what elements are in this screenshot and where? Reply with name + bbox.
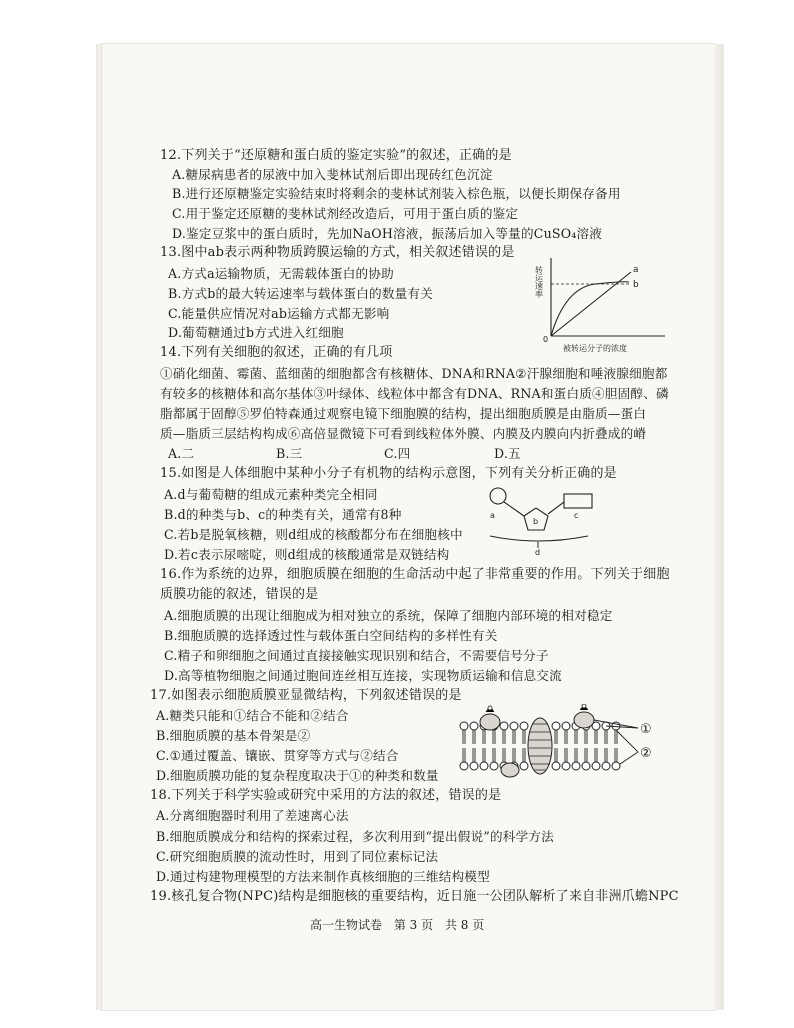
q12-stem: 12.下列关于“还原糖和蛋白质的鉴定实验”的叙述，正确的是 — [160, 148, 512, 163]
q16-option-c: C.精子和卵细胞之间通过直接接触实现识别和结合，不需要信号分子 — [164, 648, 549, 663]
q15-label-d: d — [535, 548, 541, 556]
q13-y-axis-label: 转运速率 — [534, 266, 544, 298]
q14-option-b: B.三 — [276, 446, 303, 461]
q18-option-a: A.分离细胞器时利用了差速离心法 — [156, 808, 349, 823]
q17-option-d: D.细胞质膜功能的复杂程度取决于①的种类和数量 — [156, 768, 439, 783]
q13-option-b: B.方式b的最大转运速率与载体蛋白的数量有关 — [168, 286, 434, 301]
q16-stem-line-2: 质膜功能的叙述，错误的是 — [160, 587, 319, 602]
q15-option-b: B.d的种类与b、c的种类有关，通常有8种 — [164, 507, 402, 522]
footer-subject: 高一生物试卷 — [310, 918, 383, 932]
footer-total-pages: 共 8 页 — [444, 918, 485, 932]
q17-option-a: A.糖类只能和①结合不能和②结合 — [156, 708, 349, 723]
q12-option-c: C.用于鉴定还原糖的斐林试剂经改造后，可用于蛋白质的鉴定 — [172, 206, 519, 221]
q15-option-c: C.若b是脱氧核糖，则d组成的核酸都分布在细胞核中 — [164, 527, 463, 542]
q13-curve-b-label: b — [633, 280, 639, 290]
q15-label-b: b — [533, 517, 539, 526]
q15-label-a: a — [490, 511, 495, 520]
q13-stem: 13.图中ab表示两种物质跨膜运输的方式，相关叙述错误的是 — [160, 245, 515, 260]
q13-option-c: C.能量供应情况对ab运输方式都无影响 — [168, 306, 390, 321]
q14-option-c: C.四 — [384, 446, 411, 461]
q15-nucleotide-diagram — [484, 484, 618, 556]
q14-option-d: D.五 — [494, 446, 521, 461]
q14-body-line-3: 脂都属于固醇⑤罗伯特森通过观察电镜下细胞膜的结构，提出细胞质膜是由脂质—蛋白 — [160, 406, 647, 421]
q14-body-line-2: 有较多的核糖体和高尔基体③叶绿体、线粒体中都含有DNA、RNA和蛋白质④胆固醇、磷 — [160, 386, 669, 401]
footer-page-number: 第 3 页 — [393, 918, 434, 932]
q17-option-c: C.①通过覆盖、镶嵌、贯穿等方式与②结合 — [156, 748, 399, 763]
q16-option-d: D.高等植物细胞之间通过胞间连丝相互连接，实现物质运输和信息交流 — [164, 668, 562, 683]
q12-option-b: B.进行还原糖鉴定实验结束时将剩余的斐林试剂装入棕色瓶，以便长期保存备用 — [172, 186, 621, 201]
q17-stem: 17.如图表示细胞质膜亚显微结构，下列叙述错误的是 — [150, 688, 462, 703]
q13-transport-rate-graph — [533, 254, 693, 356]
q13-option-d: D.葡萄糖通过b方式进入红细胞 — [168, 325, 344, 340]
q16-option-b: B.细胞质膜的选择透过性与载体蛋白空间结构的多样性有关 — [164, 628, 498, 643]
page-footer — [310, 916, 492, 933]
q13-origin-label: 0 — [543, 335, 549, 344]
q17-membrane-diagram — [456, 704, 680, 784]
q16-option-a: A.细胞质膜的出现让细胞成为相对独立的系统，保障了细胞内部环境的相对稳定 — [164, 608, 613, 623]
q18-option-d: D.通过构建物理模型的方法来制作真核细胞的三维结构模型 — [156, 869, 490, 884]
q14-stem: 14.下列有关细胞的叙述，正确的有几项 — [160, 345, 393, 360]
q15-label-c: c — [574, 511, 579, 520]
q15-option-a: A.d与葡萄糖的组成元素种类完全相同 — [164, 487, 378, 502]
q16-stem-line-1: 16.作为系统的边界，细胞质膜在细胞的生命活动中起了非常重要的作用。下列关于细胞 — [160, 567, 670, 582]
q14-body-line-4: 质—脂质三层结构构成⑥高倍显微镜下可看到线粒体外膜、内膜及内膜向内折叠成的嵴 — [160, 426, 647, 441]
q19-stem: 19.核孔复合物(NPC)结构是细胞核的重要结构，近日施一公团队解析了来自非洲爪蟾NPC — [150, 889, 679, 904]
q12-option-a: A.糖尿病患者的尿液中加入斐林试剂后即出现砖红色沉淀 — [172, 167, 493, 182]
q14-body-line-1: ①硝化细菌、霉菌、蓝细菌的细胞都含有核糖体、DNA和RNA②汗腺细胞和唾液腺细胞都 — [160, 366, 668, 381]
q18-stem: 18.下列关于科学实验或研究中采用的方法的叙述，错误的是 — [150, 788, 502, 803]
q17-label-1: ① — [640, 722, 652, 737]
q13-curve-a-label: a — [633, 265, 639, 275]
q13-x-axis-label: 被转运分子的浓度 — [563, 344, 627, 353]
q13-option-a: A.方式a运输物质，无需载体蛋白的协助 — [168, 266, 394, 281]
q17-option-b: B.细胞质膜的基本骨架是② — [156, 728, 311, 743]
q18-option-b: B.细胞质膜成分和结构的探索过程，多次利用到“提出假说”的科学方法 — [156, 829, 554, 844]
q15-stem: 15.如图是人体细胞中某种小分子有机物的结构示意图，下列有关分析正确的是 — [160, 466, 617, 481]
q15-option-d: D.若c表示尿嘧啶，则d组成的核酸通常是双链结构 — [164, 547, 450, 562]
q14-option-a: A.二 — [168, 446, 195, 461]
q18-option-c: C.研究细胞质膜的流动性时，用到了同位素标记法 — [156, 849, 439, 864]
q12-option-d: D.鉴定豆浆中的蛋白质时，先加NaOH溶液，振荡后加入等量的CuSO₄溶液 — [172, 226, 603, 241]
q17-label-2: ② — [640, 746, 652, 761]
